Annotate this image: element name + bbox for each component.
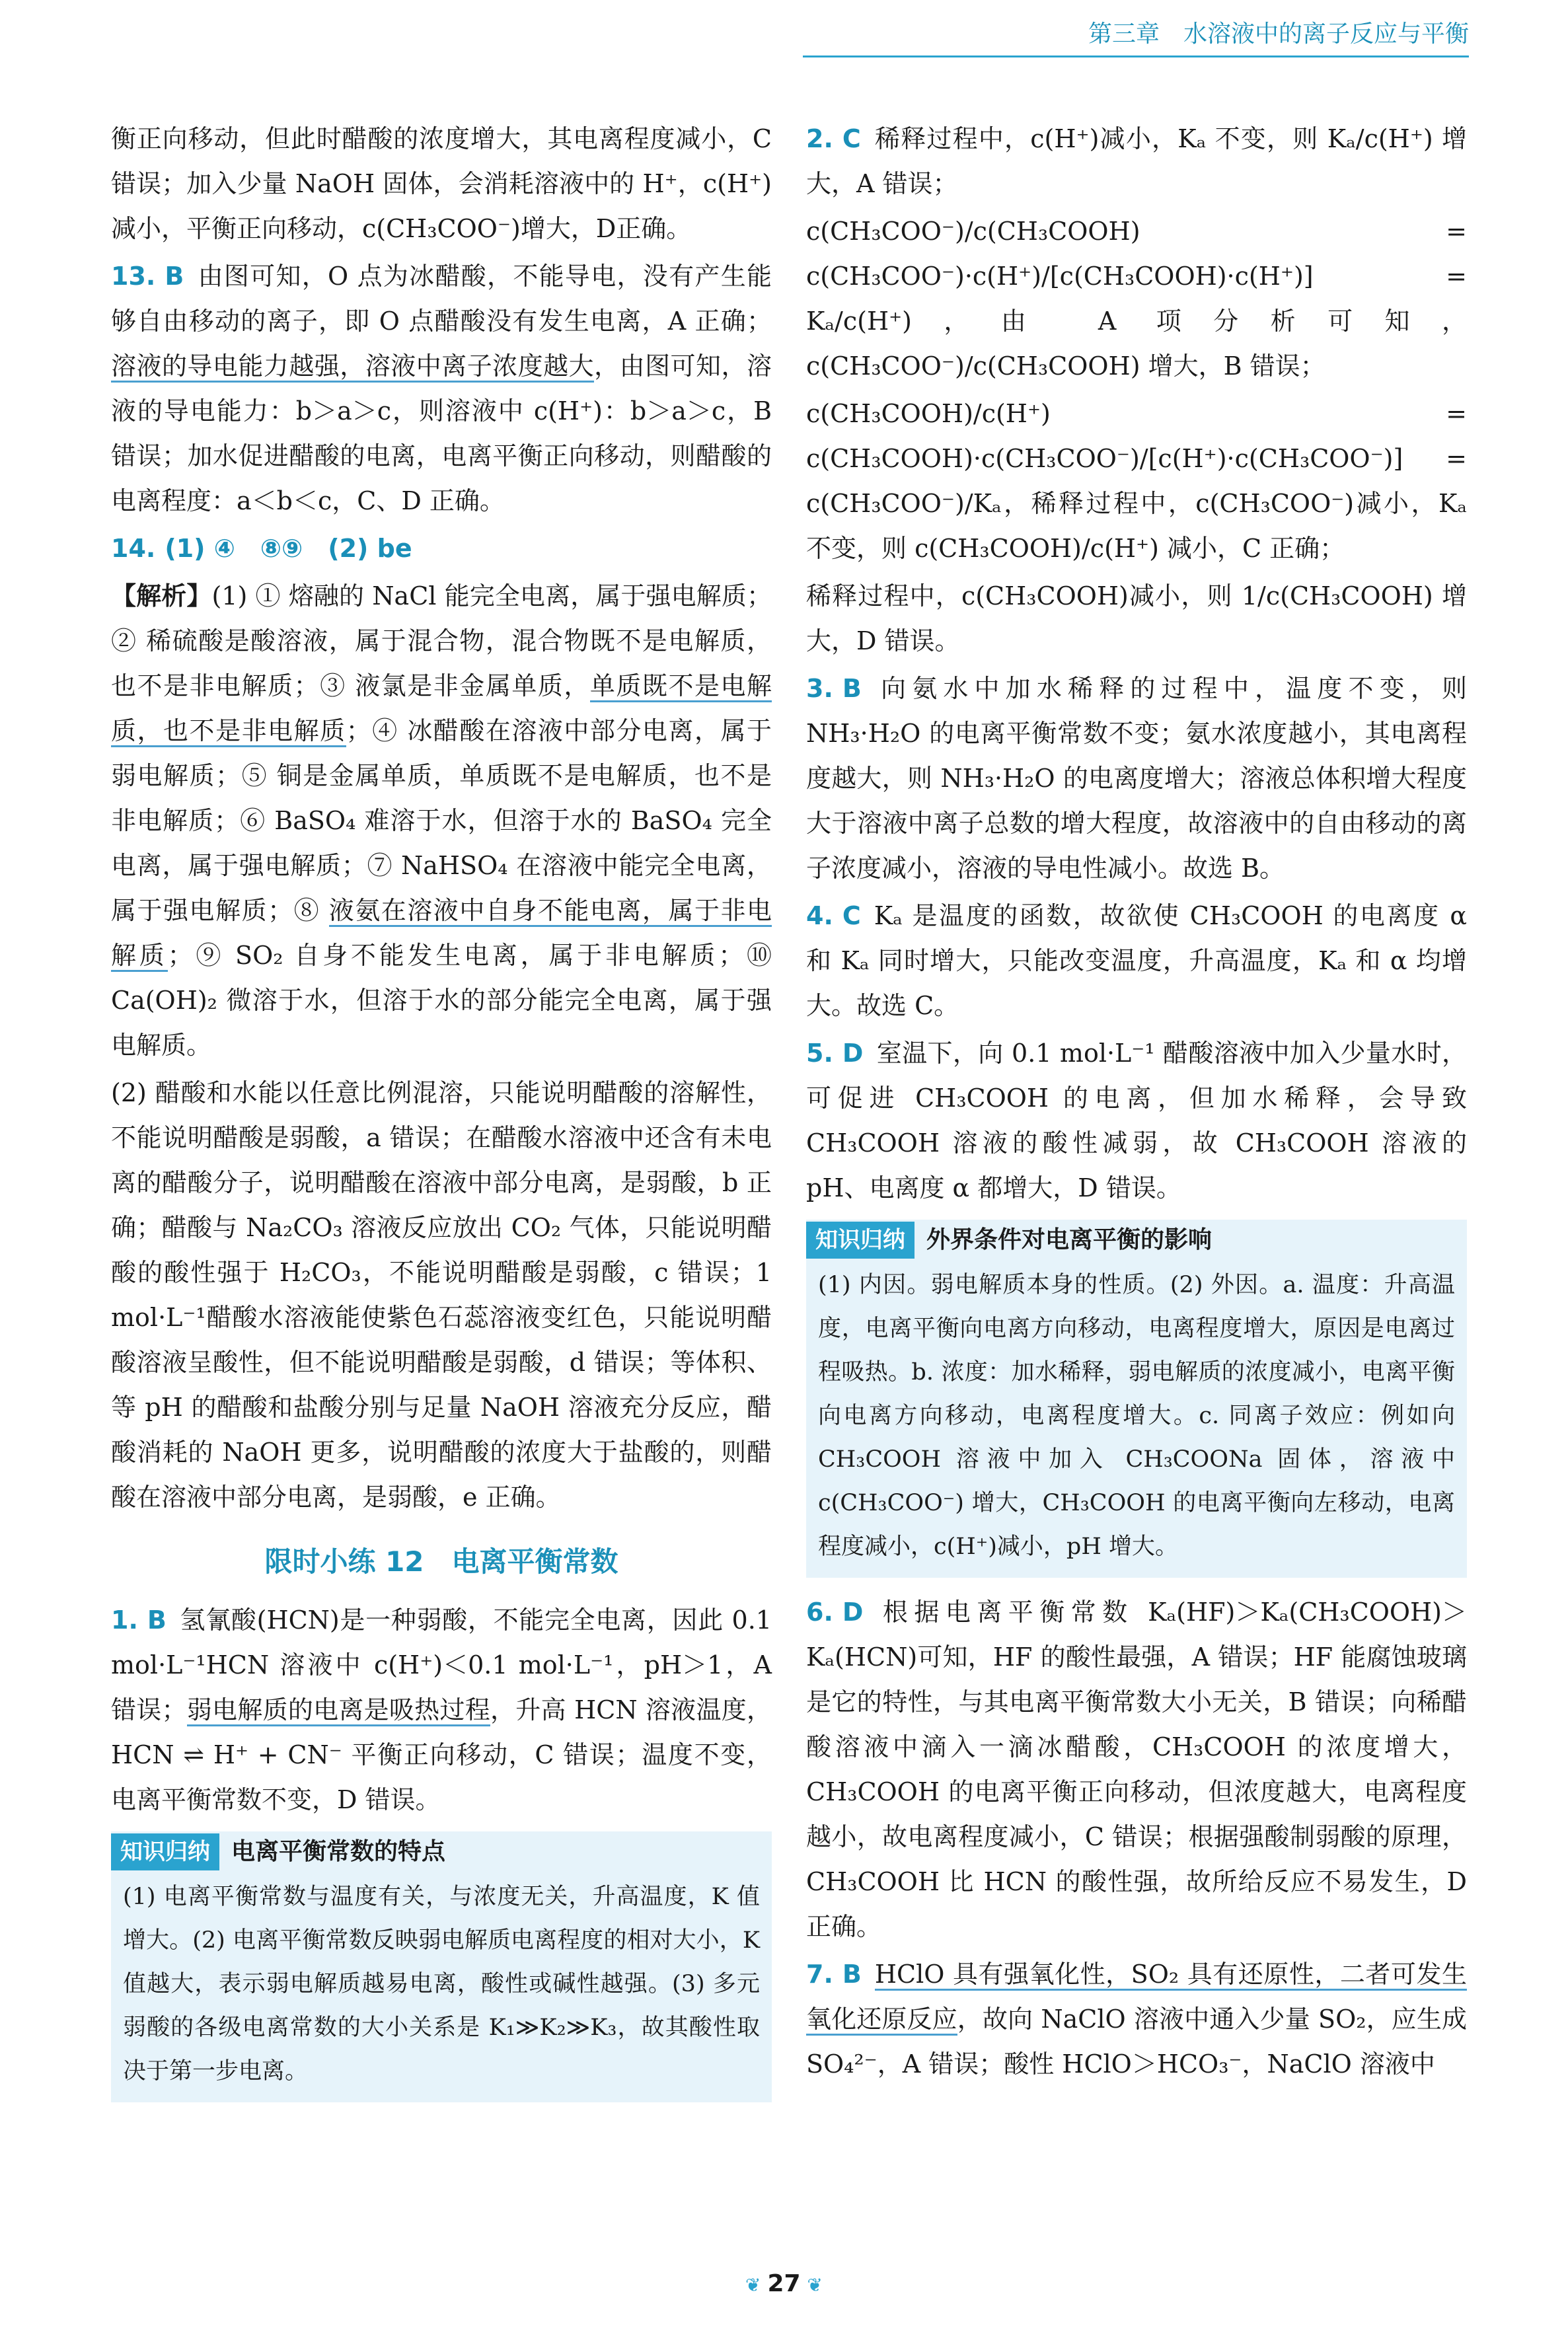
question-number: 13. xyxy=(111,262,156,291)
solution-5 xyxy=(806,1031,1467,1210)
question-number: 4. xyxy=(806,901,833,930)
question-14-analysis-2: (2) 醋酸和水能以任意比例混溶，只能说明醋酸的溶解性，不能说明醋酸是弱酸，a 错误；在醋酸水溶液中还含有未电离的醋酸分子，说明醋酸在溶液中部分电离，是弱酸，b 正确；醋酸与 Na₂CO₃ 溶液反应放出 CO₂ 气体，只能说明醋酸的酸性强于 H₂CO₃，不能说明醋酸是弱酸，c 错误；1 mol·L⁻¹醋酸水溶液能使紫色石蕊溶液变红色，只能说明醋酸溶液呈酸性，但不能说明醋酸是弱酸，d 错误；等体积、等 pH 的醋酸和盐酸分别与足量 NaOH 溶液充分反应，醋酸消耗的 NaOH 更多，说明醋酸的浓度大于盐酸的，则醋酸在溶液中部分电离，是弱酸，e 正确。 xyxy=(111,1078,772,1512)
knowledge-body: (1) 内因。弱电解质本身的性质。(2) 外因。a. 温度：升高温度，电离平衡向电离方向移动，电离程度增大，原因是电离过程吸热。b. 浓度：加水稀释，弱电解质的浓度减小，电离平衡向电离方向移动，电离程度增大。c. 同离子效应：例如向 CH₃COOH 溶液中加入 CH₃COONa 固体，溶液中 c(CH₃COO⁻) 增大，CH₃COOH 的电离平衡向左移动，电离程度减小，c(H⁺)减小，pH 增大。 xyxy=(818,1272,1455,1560)
knowledge-box xyxy=(806,1220,1467,1578)
explanation-text: 向氨水中加水稀释的过程中，温度不变，则 NH₃·H₂O 的电离平衡常数不变；氨水浓度越小，其电离程度越大，则 NH₃·H₂O 的电离度增大；溶液总体积增大程度大于溶液中离子总数的增大程度，故溶液中的自由移动的离子浓度减小，溶液的导电性减小。故选 B。 xyxy=(806,674,1467,883)
explanation-text: ；④ 冰醋酸在溶液中部分电离，属于弱电解质；⑤ 铜是金属单质，单质既不是电解质，也不是非电解质；⑥ BaSO₄ 难溶于水，但溶于水的 BaSO₄ 完全电离，属于强电解质；⑦ NaHSO₄ 在溶液中能完全电离，属于强电解质；⑧ xyxy=(111,716,772,925)
page-footer xyxy=(0,2268,1568,2302)
chapter-header: 第三章 水溶液中的离子反应与平衡 xyxy=(1088,20,1469,48)
solution-6 xyxy=(806,1590,1467,1949)
knowledge-badge: 知识归纳 xyxy=(806,1222,915,1259)
question-number: 14. xyxy=(111,534,156,563)
answer-letter: B xyxy=(842,1960,862,1989)
question-14-analysis-1 xyxy=(111,573,772,1068)
question-number: 3. xyxy=(806,674,833,703)
underlined-text: 液氨在溶液中自身不能电离，属于非电解质 xyxy=(111,896,772,972)
explanation-text: Kₐ 是温度的函数，故欲使 CH₃COOH 的电离度 α 和 Kₐ 同时增大，只能改变温度，升高温度，Kₐ 和 α 均增大。故选 C。 xyxy=(806,901,1467,1020)
knowledge-badge: 知识归纳 xyxy=(111,1833,219,1870)
solution-1 xyxy=(111,1598,772,1822)
analysis-tag: 【解析】 xyxy=(111,581,212,610)
knowledge-title: 电离平衡常数的特点 xyxy=(231,1838,446,1865)
underlined-text: HClO 具有强氧化性，SO₂ 具有还原性，二者可发生氧化还原反应 xyxy=(806,1960,1467,2036)
answer-letter: B xyxy=(147,1605,167,1635)
ornament-left-icon: ❦ xyxy=(745,2274,761,2296)
knowledge-box xyxy=(111,1831,772,2102)
answer-letter: D xyxy=(842,1039,864,1068)
solution-2-line: c(CH₃COOH)/c(H⁺) = c(CH₃COOH)·c(CH₃COO⁻)/[c(H⁺)·c(CH₃COO⁻)] = c(CH₃COO⁻)/Kₐ，稀释过程中，c(CH₃COO⁻)减小，Kₐ 不变，则 c(CH₃COOH)/c(H⁺) 减小，C 正确； xyxy=(806,399,1467,563)
answer-letter: B xyxy=(842,674,862,703)
solution-2-line: c(CH₃COO⁻)/c(CH₃COOH) = c(CH₃COO⁻)·c(H⁺)/[c(CH₃COOH)·c(H⁺)] = Kₐ/c(H⁺)，由 A 项分析可知，c(CH₃COO⁻)/c(CH₃COOH) 增大，B 错误； xyxy=(806,217,1467,381)
underlined-text: 弱电解质的电离是吸热过程 xyxy=(187,1695,490,1726)
explanation-text: 氢氰酸(HCN)是一种弱酸，不能完全电离，因此 0.1 mol·L⁻¹HCN 溶液中 c(H⁺)＜0.1 mol·L⁻¹，pH＞1，A 错误； xyxy=(111,1605,772,1724)
question-14-answer xyxy=(111,526,772,571)
paragraph-continuation: 衡正向移动，但此时醋酸的浓度增大，其电离程度减小，C错误；加入少量 NaOH 固体，会消耗溶液中的 H⁺，c(H⁺)减小，平衡正向移动，c(CH₃COO⁻)增大，D正确。 xyxy=(111,124,772,243)
knowledge-box-header xyxy=(111,1831,772,1872)
underlined-text: 溶液的导电能力越强，溶液中离子浓度越大 xyxy=(111,351,594,383)
section-title: 限时小练 12 电离平衡常数 xyxy=(264,1545,618,1578)
explanation-text: ；⑨ SO₂ 自身不能发生电离，属于非电解质；⑩ Ca(OH)₂ 微溶于水，但溶于水的部分能完全电离，属于强电解质。 xyxy=(111,941,772,1060)
solution-2 xyxy=(806,116,1467,206)
explanation-text: (1) ① 熔融的 NaCl 能完全电离，属于强电解质；② 稀硫酸是酸溶液，属于混合物，混合物既不是电解质，也不是非电解质；③ 液氯是非金属单质， xyxy=(111,581,772,700)
question-number: 2. xyxy=(806,124,833,153)
answer-letter: C xyxy=(842,124,861,153)
answer-letter: D xyxy=(842,1598,864,1627)
answer-letter: C xyxy=(842,901,861,930)
question-number: 6. xyxy=(806,1598,833,1627)
question-number: 7. xyxy=(806,1960,833,1989)
right-column xyxy=(806,116,1467,2089)
question-number: 5. xyxy=(806,1039,833,1068)
solution-2-line: 稀释过程中，c(CH₃COOH)减小，则 1/c(CH₃COOH) 增大，D 错误。 xyxy=(806,581,1467,655)
question-13 xyxy=(111,254,772,523)
explanation-text: 根据电离平衡常数 Kₐ(HF)＞Kₐ(CH₃COOH)＞Kₐ(HCN)可知，HF 的酸性最强，A 错误；HF 能腐蚀玻璃是它的特性，与其电离平衡常数大小无关，B 错误；向稀醋酸溶液中滴入一滴冰醋酸，CH₃COOH 的浓度增大，CH₃COOH 的电离平衡正向移动，但浓度越大，电离程度越小，故电离程度减小，C 错误；根据强酸制弱酸的原理，CH₃COOH 比 HCN 的酸性强，故所给反应不易发生，D 正确。 xyxy=(806,1598,1467,1941)
header-rule xyxy=(803,55,1469,57)
underlined-text: 单质既不是电解质，也不是非电解质 xyxy=(111,671,772,747)
knowledge-box-header xyxy=(806,1220,1467,1261)
explanation-text: ，由图可知，溶液的导电能力：b＞a＞c，则溶液中 c(H⁺)：b＞a＞c，B 错误；加水促进醋酸的电离，电离平衡正向移动，则醋酸的电离程度：a＜b＜c，C、D 正确。 xyxy=(111,351,772,515)
solution-3 xyxy=(806,666,1467,891)
answer-letter: B xyxy=(165,262,184,291)
left-column xyxy=(111,116,772,2114)
solution-4 xyxy=(806,893,1467,1028)
explanation-text: ，升高 HCN 溶液温度，HCN ⇌ H⁺ + CN⁻ 平衡正向移动，C 错误；温度不变，电离平衡常数不变，D 错误。 xyxy=(111,1695,772,1814)
knowledge-body: (1) 电离平衡常数与温度有关，与浓度无关，升高温度，K 值增大。(2) 电离平衡常数反映弱电解质电离程度的相对大小，K 值越大，表示弱电解质越易电离，酸性或碱性越强。(3) 多元弱酸的各级电离常数的大小关系是 K₁≫K₂≫K₃，故其酸性取决于第一步电离。 xyxy=(123,1884,760,2085)
explanation-text: 由图可知，O 点为冰醋酸，不能导电，没有产生能够自由移动的离子，即 O 点醋酸没有发生电离，A 正确； xyxy=(111,262,772,336)
ornament-right-icon: ❦ xyxy=(807,2274,823,2296)
page-number: 27 xyxy=(767,2270,801,2297)
question-number: 1. xyxy=(111,1605,138,1635)
solution-7 xyxy=(806,1952,1467,2086)
knowledge-title: 外界条件对电离平衡的影响 xyxy=(926,1226,1213,1253)
explanation-text: 室温下，向 0.1 mol·L⁻¹ 醋酸溶液中加入少量水时，可促进 CH₃COOH 的电离，但加水稀释，会导致 CH₃COOH 溶液的酸性减弱，故 CH₃COOH 溶液的 pH、电离度 α 都增大，D 错误。 xyxy=(806,1039,1467,1202)
explanation-text: 稀释过程中，c(H⁺)减小，Kₐ 不变，则 Kₐ/c(H⁺) 增大，A 错误； xyxy=(806,124,1467,198)
answer-text: (1) ④ ⑧⑨ (2) be xyxy=(165,534,412,563)
explanation-text: ，故向 NaClO 溶液中通入少量 SO₂，应生成 SO₄²⁻，A 错误；酸性 HClO＞HCO₃⁻，NaClO 溶液中 xyxy=(806,2005,1467,2079)
